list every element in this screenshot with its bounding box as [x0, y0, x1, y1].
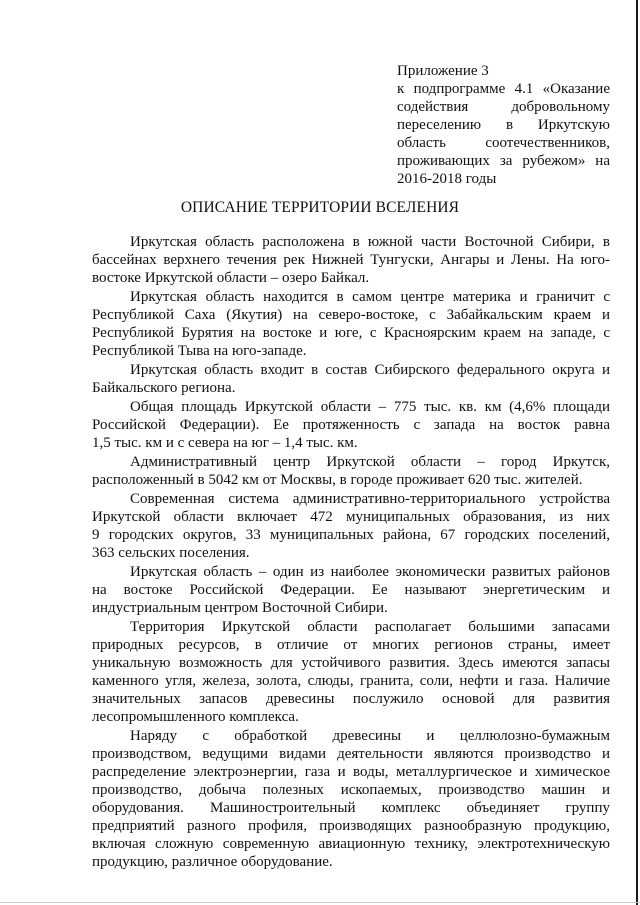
paragraph-line: Наряду с обработкой древесины и целлюлозно-бумажным [130, 728, 610, 744]
appendix-line: Приложение 3 [397, 63, 489, 79]
scan-edge-bottom [0, 902, 640, 903]
paragraph-line: распределение электроэнергии, газа и воды, металлургическое и химическое [92, 764, 610, 780]
paragraph-line: 9 городских округов, 33 муниципальных района, 67 городских поселений, [92, 527, 610, 543]
paragraph [92, 727, 610, 871]
appendix-line: переселению в Иркутскую [397, 117, 610, 133]
paragraph-line: Республикой Тыва на юго-западе. [92, 343, 307, 359]
paragraph [92, 233, 610, 287]
paragraph [92, 563, 610, 617]
paragraph-line: 1,5 тыс. км и с севера на юг – 1,4 тыс. км. [92, 435, 358, 451]
document-body [92, 233, 610, 872]
paragraph-line: производством, ведущими видами деятельности являются производство и [92, 746, 610, 762]
paragraph-line: Иркутская область входит в состав Сибирского федерального округа и [130, 362, 610, 378]
paragraph-line: Иркутская область находится в самом центре материка и граничит с [130, 289, 610, 305]
paragraph-line: индустриальным центром Восточной Сибири. [92, 600, 388, 616]
paragraph [92, 288, 610, 360]
paragraph-line: 363 сельских поселения. [92, 545, 250, 561]
paragraph-line: Российской Федерации). Ее протяженность с запада на восток равна [92, 417, 610, 433]
appendix-line: проживающих за рубежом» на [397, 153, 610, 169]
paragraph-line: на востоке Российской Федерации. Ее называют энергетическим и [92, 582, 610, 598]
paragraph-line: бассейнах верхнего течения рек Нижней Тунгуски, Ангары и Лены. На юго- [92, 252, 610, 268]
paragraph-line: продукцию, различное оборудование. [92, 854, 333, 870]
paragraph-line: предприятий разного профиля, производящих разнообразную продукцию, [92, 818, 610, 834]
paragraph [92, 398, 610, 452]
paragraph [92, 361, 610, 397]
paragraph-line: уникальную возможность для устойчивого развития. Здесь имеются запасы [92, 655, 610, 671]
paragraph-line: Территория Иркутской области располагает большими запасами [130, 619, 610, 635]
paragraph-line: Современная система административно-территориального устройства [130, 491, 610, 507]
paragraph-line: Республикой Саха (Якутия) на северо-востоке, с Забайкальским краем и [92, 307, 610, 323]
paragraph-line: Общая площадь Иркутской области – 775 тыс. кв. км (4,6% площади [130, 399, 610, 415]
paragraph-line: природных ресурсов, в отличие от многих регионов страны, имеет [92, 637, 610, 653]
appendix-line: содействия добровольному [397, 99, 610, 115]
paragraph-line: каменного угля, железа, золота, слюды, гранита, соли, нефти и газа. Наличие [92, 673, 610, 689]
paragraph-line: значительных запасов древесины послужило основой для развития [92, 691, 610, 707]
paragraph-line: расположенный в 5042 км от Москвы, в городе проживает 620 тыс. жителей. [92, 472, 583, 488]
paragraph-line: Республикой Бурятия на востоке и юге, с Красноярским краем на западе, с [92, 325, 610, 341]
appendix-line: область соотечественников, [397, 135, 610, 151]
paragraph-line: лесопромышленного комплекса. [92, 709, 299, 725]
scan-edge-right [636, 0, 638, 905]
paragraph [92, 618, 610, 726]
appendix-line: 2016-2018 годы [397, 171, 497, 187]
paragraph-line: Байкальского региона. [92, 380, 236, 396]
paragraph-line: востоке Иркутской области – озеро Байкал. [92, 270, 370, 286]
paragraph-line: производство, добыча полезных ископаемых, производство машин и [92, 782, 610, 798]
paragraph-line: Иркутская область расположена в южной части Восточной Сибири, в [130, 234, 610, 250]
paragraph [92, 453, 610, 489]
appendix-line: к подпрограмме 4.1 «Оказание [397, 81, 610, 97]
paragraph-line: оборудования. Машиностроительный комплекс объединяет группу [92, 800, 610, 816]
paragraph-line: Административный центр Иркутской области – город Иркутск, [130, 454, 610, 470]
appendix-note [397, 62, 610, 188]
paragraph-line: включая сложную современную авиационную технику, электротехническую [92, 836, 610, 852]
paragraph-line: Иркутской области включает 472 муниципальных образования, из них [92, 509, 610, 525]
paragraph [92, 490, 610, 562]
document-title: ОПИСАНИЕ ТЕРРИТОРИИ ВСЕЛЕНИЯ [180, 199, 460, 216]
paragraph-line: Иркутская область – один из наиболее экономически развитых районов [130, 564, 610, 580]
